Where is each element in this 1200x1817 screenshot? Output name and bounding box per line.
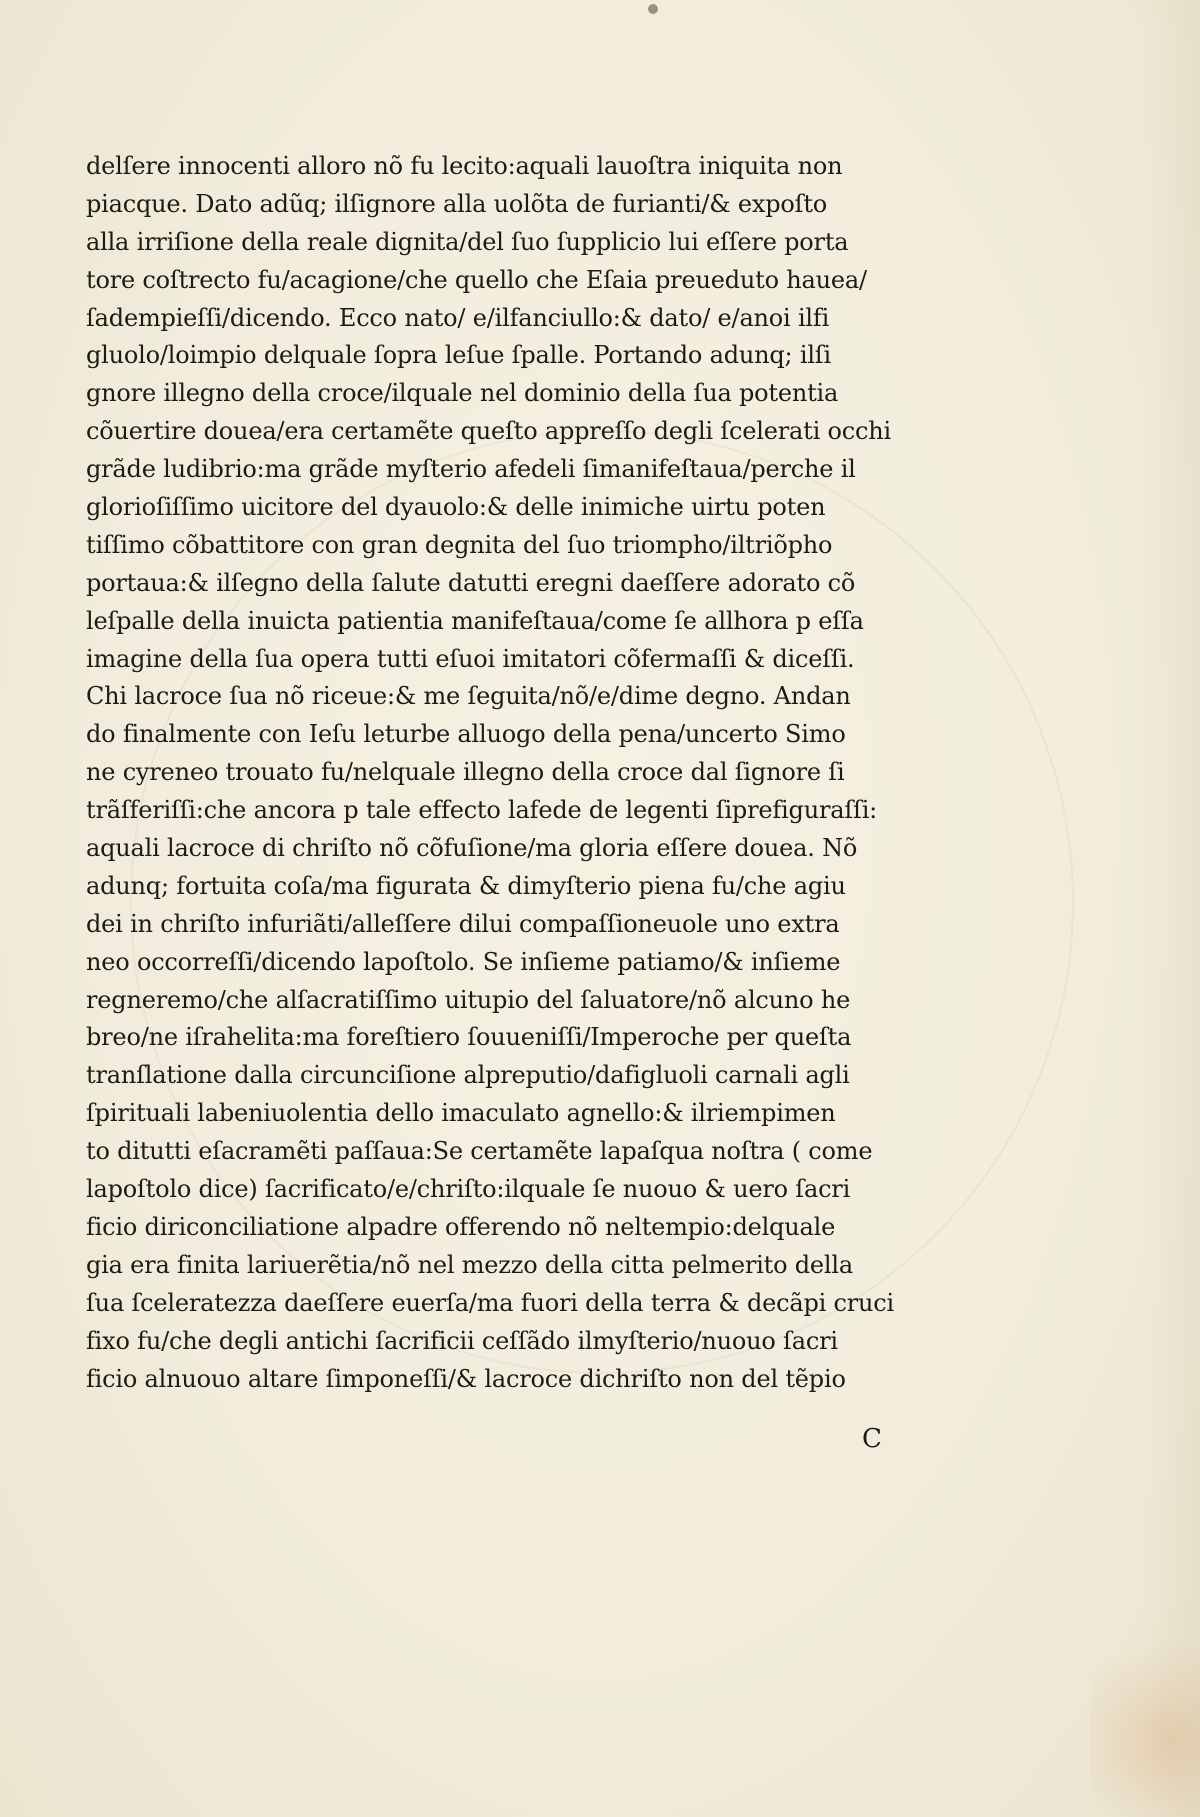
text-line: cõuertire douea/era certamẽte queſto appreſſo degli ſcelerati occhi: [86, 417, 891, 446]
ink-spot: [648, 4, 658, 14]
text-line: do finalmente con Ieſu leturbe alluogo della pena/uncerto Simo: [86, 720, 846, 749]
text-line: gnore illegno della croce/ilquale nel dominio della ſua potentia: [86, 379, 839, 408]
text-line: trãſferiſſi:che ancora p tale effecto lafede de legenti ſiprefiguraſſi:: [86, 796, 878, 825]
signature-mark: C: [862, 1424, 882, 1454]
text-line: adunq; fortuita coſa/ma figurata & dimyſterio piena fu/che agiu: [86, 871, 846, 900]
text-line: glorioſiſſimo uicitore del dyauolo:& delle inimiche uirtu poten: [86, 493, 826, 522]
text-line: alla irriſione della reale dignita/del ſuo ſupplicio lui eſſere porta: [86, 227, 849, 256]
text-line: gluolo/loimpio delquale ſopra leſue ſpalle. Portando adunq; ilſi: [86, 341, 831, 370]
text-line: tiſſimo cõbattitore con gran degnita del ſuo triompho/iltriõpho: [86, 530, 833, 559]
text-line: grãde ludibrio:ma grãde myſterio afedeli ſimanifeſtaua/perche il: [86, 455, 856, 484]
text-line: tore coſtrecto fu/acagione/che quello che Eſaia preueduto hauea/: [86, 265, 867, 294]
text-line: to ditutti eſacramẽti paſſaua:Se certamẽte lapaſqua noſtra ( come: [86, 1137, 873, 1166]
text-line: Chi lacroce ſua nõ riceue:& me ſeguita/nõ/e/dime degno. Andan: [86, 682, 851, 711]
text-line: breo/ne iſrahelita:ma foreſtiero ſouueniſſi/Imperoche per queſta: [86, 1023, 852, 1052]
text-line: leſpalle della inuicta patientia manifeſtaua/come ſe allhora p eſſa: [86, 606, 864, 635]
text-line: piacque. Dato adũq; ilſignore alla uolõta de furianti/& expoſto: [86, 189, 828, 218]
text-line: regneremo/che alſacratiſſimo uitupio del ſaluatore/nõ alcuno he: [86, 985, 851, 1014]
text-line: fixo fu/che degli antichi ſacrificii ceſſãdo ilmyſterio/nuouo ſacri: [86, 1326, 838, 1355]
text-line: ſpirituali labeniuolentia dello imaculato agnello:& ilriempimen: [86, 1099, 836, 1128]
paper-stain: [1090, 1627, 1200, 1817]
text-block: [86, 148, 926, 1398]
text-line: tranſlatione dalla circunciſione alpreputio/dafigluoli carnali agli: [86, 1061, 850, 1090]
text-line: neo occorreſſi/dicendo lapoſtolo. Se inſieme patiamo/& inſieme: [86, 947, 841, 976]
text-line: gia era finita lariuerẽtia/nõ nel mezzo della citta pelmerito della: [86, 1250, 853, 1279]
text-line: imagine della ſua opera tutti eſuoi imitatori cõfermaſſi & diceſſi.: [86, 644, 855, 673]
text-line: delſere innocenti alloro nõ fu lecito:aquali lauoſtra iniquita non: [86, 152, 843, 180]
text-line: lapoſtolo dice) ſacrificato/e/chriſto:ilquale ſe nuouo & uero ſacri: [86, 1175, 851, 1204]
text-line: ſua ſceleratezza daeſſere euerſa/ma fuori della terra & decãpi cruci: [86, 1288, 895, 1317]
page-edge-shadow: [1140, 0, 1200, 1817]
text-line: ſadempieſſi/dicendo. Ecco nato/ e/ilfanciullo:& dato/ e/anoi ilfi: [86, 303, 830, 332]
text-line: ficio diriconciliatione alpadre offerendo nõ neltempio:delquale: [86, 1212, 836, 1241]
text-line: portaua:& ilſegno della ſalute datutti eregni daeſſere adorato cõ: [86, 568, 856, 597]
text-line: ficio alnuouo altare ſimponeſſi/& lacroce dichriſto non del tẽpio: [86, 1364, 846, 1393]
text-line: aquali lacroce di chriſto nõ cõfuſione/ma gloria eſſere douea. Nõ: [86, 834, 858, 863]
text-line: ne cyreneo trouato fu/nelquale illegno della croce dal ſignore ſi: [86, 758, 845, 787]
text-line: dei in chriſto infuriãti/alleſſere dilui compaſſioneuole uno extra: [86, 909, 840, 938]
